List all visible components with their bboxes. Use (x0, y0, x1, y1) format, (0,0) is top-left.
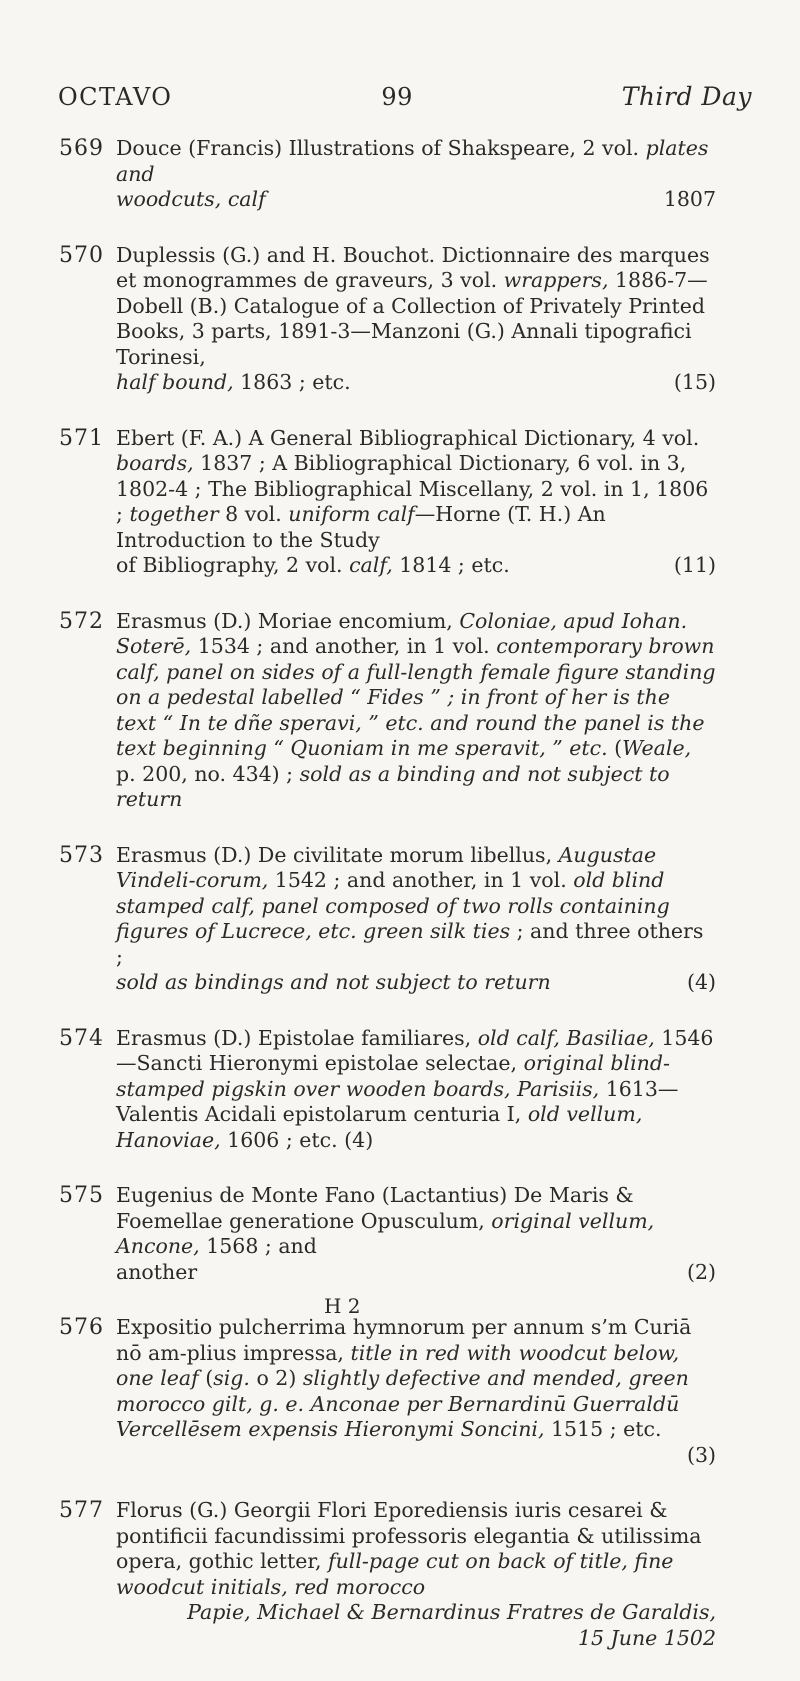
lot-number: 572 (59, 608, 104, 634)
lot-number: 576 (59, 1315, 104, 1340)
lot-description (116, 1026, 716, 1154)
lot-entry (0, 609, 800, 813)
text-run: 1542 ; and another, in 1 vol. (268, 868, 574, 892)
day-label: Third Day (621, 82, 752, 111)
text-run: 1814 ; etc. (392, 553, 510, 577)
last-line-text (116, 970, 551, 996)
text-run: Eugenius de Monte Fano (Lactantius) De Maris & Foemellae generatione Opusculum, (116, 1183, 634, 1233)
lot-number: 569 (59, 136, 104, 161)
description-last-line (116, 1443, 716, 1469)
text-run: slightly defective and mended, green morocco gilt, g. e. Anconae per Bernardinū Guerraldū Vercellēsem expensis Hieronymi Soncini, (116, 1366, 689, 1441)
description-last-line (116, 1260, 716, 1286)
description-text (116, 136, 716, 187)
text-run: Erasmus (D.) Epistolae familiares, (116, 1025, 478, 1050)
lot-description (116, 243, 716, 396)
text-run: 1515 ; etc. (544, 1417, 662, 1441)
lot-description (116, 1183, 716, 1285)
imprint-line: 15 June 1502 (577, 1625, 716, 1650)
text-run: of Bibliography, 2 vol. (116, 553, 350, 577)
page-number: 99 (381, 83, 413, 111)
text-run: woodcuts, calf (116, 187, 266, 211)
text-run: 1886-7—Dobell (B.) Catalogue of a Collection of Privately Printed Books, 3 parts, 1891-3—Manzoni (G.) Annali tipografici Torinesi, (116, 268, 708, 369)
text-run: full-page cut on back of title, fine woodcut initials, red morocco (116, 1549, 674, 1599)
text-run: original vellum, Ancone, (116, 1208, 655, 1258)
lot-number: 574 (59, 1025, 104, 1051)
page-header (58, 82, 752, 111)
lot-description (116, 843, 716, 996)
text-run: Ebert (F. A.) A General Bibliographical Dictionary, 4 vol. (116, 425, 700, 450)
last-line-text (116, 1260, 197, 1286)
text-run: sold as a binding and not subject to return (116, 761, 670, 811)
text-run: Weale, (622, 736, 692, 760)
lot-count: (4) (686, 970, 716, 994)
text-run: o 2) (249, 1366, 303, 1390)
lot-entry (0, 1183, 800, 1285)
lot-number: 571 (59, 425, 104, 451)
text-run: Erasmus (D.) Moriae encomium, (116, 608, 460, 633)
text-run: uniform calf (288, 502, 415, 526)
lot-count: (2) (686, 1259, 716, 1284)
text-run: —Horne (T. H.) An Introduction to the Study (116, 502, 606, 552)
text-run: p. 200, no. 434) ; (116, 761, 300, 786)
text-run: 8 vol. (218, 502, 289, 526)
text-run: ( (607, 736, 623, 760)
text-run: 1863 ; etc. (233, 370, 351, 394)
text-run: Douce (Francis) Illustrations of Shakspeare, 2 vol. (116, 136, 646, 160)
lot-number: 577 (59, 1498, 104, 1523)
text-run: 1606 ; etc. (4) (220, 1127, 374, 1152)
description-last-line (116, 187, 716, 213)
text-run: ; and three others ; (116, 919, 704, 969)
text-run: 1613—Valentis Acidali epistolarum centuria I, (116, 1076, 679, 1126)
description-text (116, 426, 716, 554)
text-run: together (129, 502, 219, 526)
description-text (116, 1498, 716, 1600)
text-run: 1546—Sancti Hieronymi epistolae selectae, (116, 1025, 714, 1075)
text-run: sold as bindings and not subject to return (116, 970, 551, 994)
text-run: another (116, 1259, 198, 1284)
description-text (116, 243, 716, 371)
lot-description (116, 609, 716, 813)
text-run: boards, (116, 451, 194, 475)
lot-description (116, 426, 716, 579)
text-run: calf, (349, 553, 393, 577)
lot-number: 573 (59, 842, 104, 868)
text-run: original blind-stamped pigskin over wooden boards, Parisiis, (116, 1051, 670, 1101)
lot-count: 1807 (663, 187, 716, 211)
lot-entry (0, 136, 800, 213)
description-text (116, 1183, 716, 1260)
section-title: OCTAVO (58, 83, 173, 111)
description-text (116, 1315, 716, 1443)
last-line-text (116, 187, 266, 213)
lot-entry (0, 1498, 800, 1651)
description-last-line (116, 970, 716, 996)
lot-number: 570 (59, 242, 104, 268)
lot-number: 575 (59, 1183, 104, 1208)
lot-count: (15) (673, 370, 716, 394)
text-run: Augustae Vindeli-corum, (116, 842, 657, 892)
text-run: ( (198, 1366, 214, 1390)
text-run: old vellum, Hanoviae, (116, 1102, 643, 1152)
text-run: half bound, (116, 370, 234, 394)
last-line-text (116, 553, 510, 579)
text-run: title in red with woodcut below, one leaf (116, 1340, 680, 1390)
description-last-line (116, 370, 716, 396)
lot-entry (0, 1026, 800, 1154)
text-run: contemporary brown calf, panel on sides of a full-length female figure standing on a pedestal labelled “ Fides ” ; in front of her is the text “ In te dñe speravi, ” etc. and round the panel is the text beginning “ Quoniam in me speravit, ” etc. (116, 634, 716, 760)
description-last-line (116, 553, 716, 579)
imprint-line: Papie, Michael & Bernardinus Fratres de Garaldis, (187, 1600, 716, 1624)
text-run: wrappers, (503, 268, 609, 292)
lot-entry (0, 426, 800, 579)
lot-list (0, 136, 800, 1681)
lot-entry (0, 1315, 800, 1468)
text-run: Duplessis (G.) and H. Bouchot. Dictionnaire des marques et monogrammes de graveurs, 3 vol. (116, 242, 710, 292)
text-run: 1534 ; and another, in 1 vol. (191, 634, 497, 658)
text-run: 1837 ; A Bibliographical Dictionary, 6 vol. in 3, 1802-4 ; The Bibliographical Miscellany, 2 vol. in 1, 1806 ; (116, 451, 709, 526)
text-run: Erasmus (D.) De civilitate morum libellus, (116, 842, 559, 867)
text-run: 1568 ; and (199, 1234, 317, 1258)
description-text (116, 609, 716, 813)
lot-description (116, 1315, 716, 1468)
signature-mark: H 2 (324, 1294, 361, 1318)
lot-count: (11) (673, 553, 716, 577)
text-run: Expositio pulcherrima hymnorum per annum s’m Curiā nō am-plius impressa, (116, 1315, 692, 1365)
lot-description (116, 1498, 716, 1651)
text-run: sig. (213, 1366, 250, 1390)
last-line-text (116, 370, 351, 396)
lot-description (116, 136, 716, 213)
text-run: Florus (G.) Georgii Flori Eporediensis iuris cesarei & pontificii facundissimi professoris elegantia & utilissima opera, gothic letter, (116, 1498, 702, 1573)
text-run: old blind stamped calf, panel composed of two rolls containing figures of Lucrece, etc. green silk ties (116, 868, 670, 943)
text-run: plates and (116, 136, 709, 186)
description-text (116, 843, 716, 971)
lot-count: (3) (686, 1442, 716, 1467)
lot-entry (0, 843, 800, 996)
text-run: Coloniae, apud Iohan. Soterē, (116, 608, 688, 658)
lot-entry (0, 243, 800, 396)
description-text (116, 1026, 716, 1154)
text-run: old calf, Basiliae, (477, 1025, 655, 1050)
